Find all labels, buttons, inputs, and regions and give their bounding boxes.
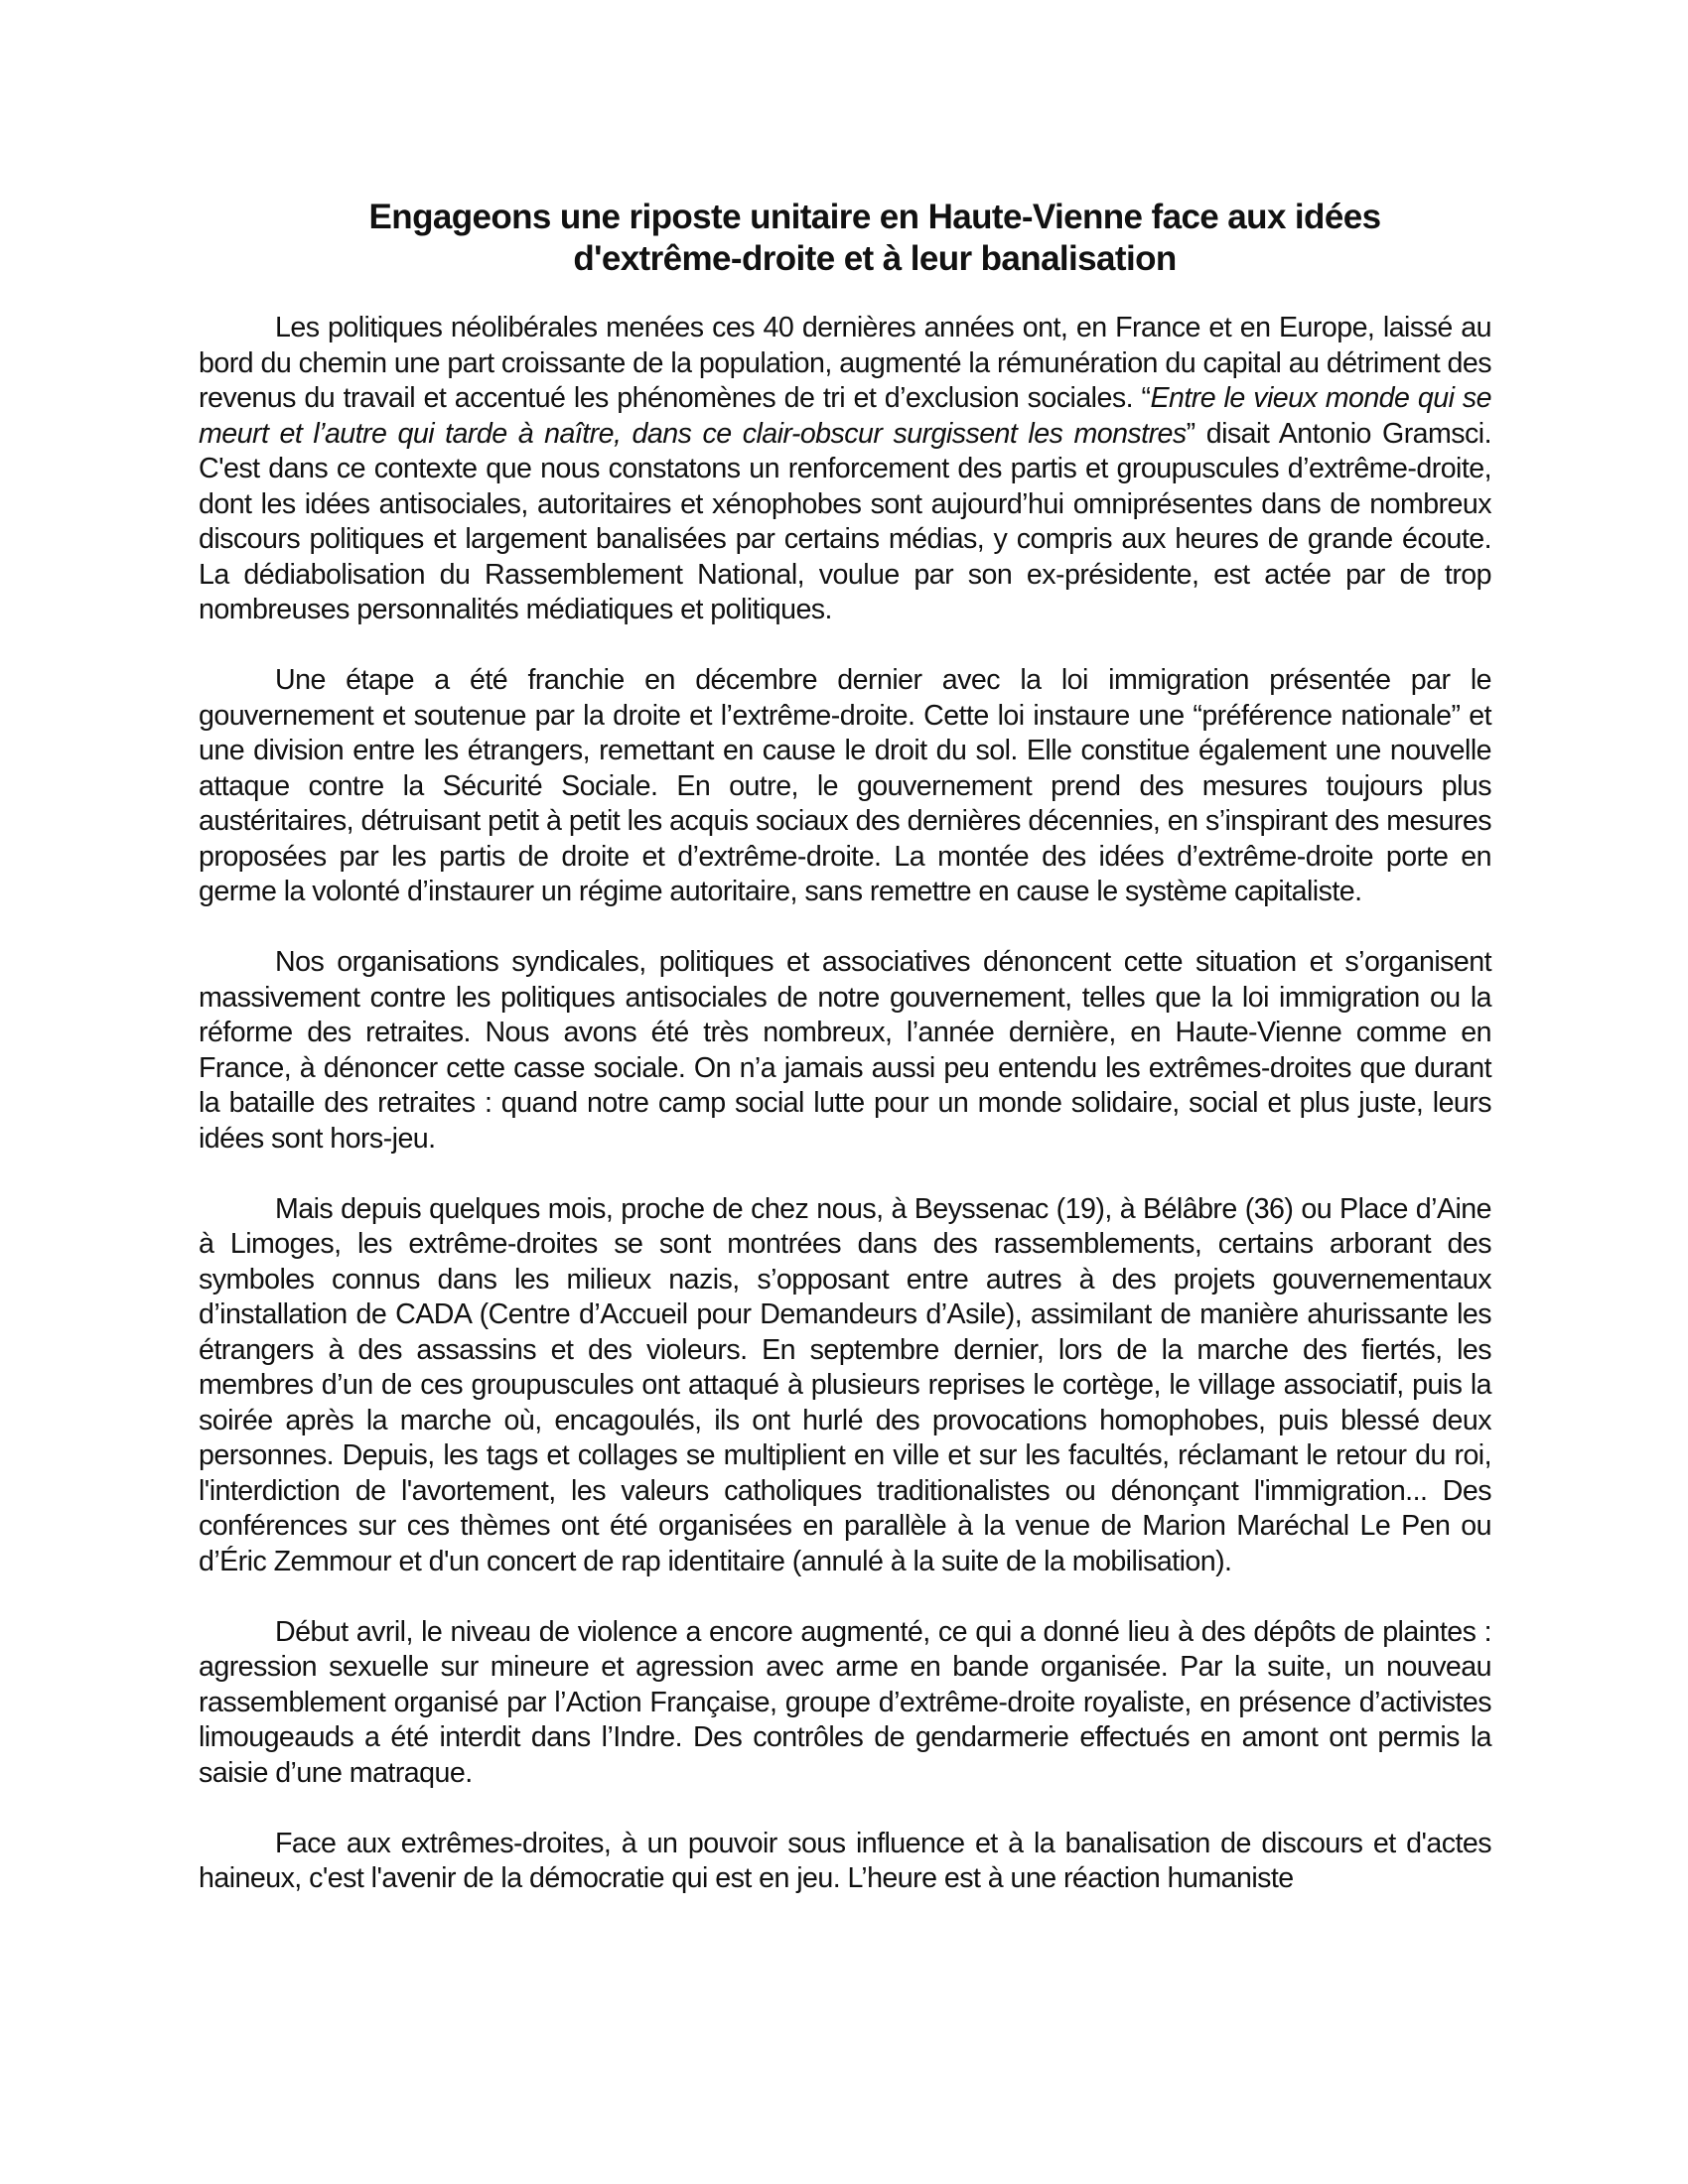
title-line-2: d'extrême-droite et à leur banalisation (573, 239, 1177, 278)
document-page (199, 197, 1491, 1932)
paragraph-6: Face aux extrêmes-droites, à un pouvoir sous influence et à la banalisation de discours et d'actes haineux, c'est l'avenir de la démocratie qui est en jeu. L’heure est à une réaction humaniste (199, 1827, 1491, 1894)
document-title (199, 197, 1491, 280)
paragraph-5: Début avril, le niveau de violence a encore augmenté, ce qui a donné lieu à des dépôts de plaintes : agression sexuelle sur mineure et agression avec arme en bande organisée. Par la suite, un nouveau rassemblement organisé par l’Action Française, groupe d’extrême-droite royaliste, en présence d’activistes limougeauds a été interdit dans l’Indre. Des contrôles de gendarmerie effectués en amont ont permis la saisie d’une matraque. (199, 1615, 1491, 1789)
paragraph-3: Nos organisations syndicales, politiques et associatives dénoncent cette situation et s’organisent massivement contre les politiques antisociales de notre gouvernement, telles que la loi immigration ou la réforme des retraites. Nous avons été très nombreux, l’année dernière, en Haute-Vienne comme en France, à dénoncer cette casse sociale. On n’a jamais aussi peu entendu les extrêmes-droites que durant la bataille des retraites : quand notre camp social lutte pour un monde solidaire, social et plus juste, leurs idées sont hors-jeu. (199, 946, 1491, 1155)
paragraph-1-intro: Les politiques néolibérales menées ces 40 dernières années ont, en France et en Europe, laissé au bord du chemin une part croissante de la population, augmenté la rémunération du capital au détriment des revenus du travail et accentué les phénomènes de tri et d’exclusion sociales. “ (199, 312, 1491, 414)
paragraph-2: Une étape a été franchie en décembre dernier avec la loi immigration présentée par le gouvernement et soutenue par la droite et l’extrême-droite. Cette loi instaure une “préférence nationale” et une division entre les étrangers, remettant en cause le droit du sol. Elle constitue également une nouvelle attaque contre la Sécurité Sociale. En outre, le gouvernement prend des mesures toujours plus austéritaires, détruisant petit à petit les acquis sociaux des dernières décennies, en s’inspirant des mesures proposées par les partis de droite et d’extrême-droite. La montée des idées d’extrême-droite porte en germe la volonté d’instaurer un régime autoritaire, sans remettre en cause le système capitaliste. (199, 664, 1491, 907)
title-line-1: Engageons une riposte unitaire en Haute-Vienne face aux idées (368, 198, 1381, 236)
paragraph-1 (199, 311, 1491, 628)
paragraph-1-rest: ” disait Antonio Gramsci. C'est dans ce contexte que nous constatons un renforcement des partis et groupuscules d’extrême-droite, dont les idées antisociales, autoritaires et xénophobes sont aujourd’hui omniprésentes dans de nombreux discours politiques et largement banalisées par certains médias, y compris aux heures de grande écoute. La dédiabolisation du Rassemblement National, voulue par son ex-présidente, est actée par de trop nombreuses personnalités médiatiques et politiques. (199, 417, 1491, 625)
paragraph-4: Mais depuis quelques mois, proche de chez nous, à Beyssenac (19), à Bélâbre (36) ou Place d’Aine à Limoges, les extrême-droites se sont montrées dans des rassemblements, certains arborant des symboles connus dans les milieux nazis, s’opposant entre autres à des projets gouvernementaux d’installation de CADA (Centre d’Accueil pour Demandeurs d’Asile), assimilant de manière ahurissante les étrangers à des assassins et des violeurs. En septembre dernier, lors de la marche des fiertés, les membres d’un de ces groupuscules ont attaqué à plusieurs reprises le cortège, le village associatif, puis la soirée après la marche où, encagoulés, ils ont hurlé des provocations homophobes, puis blessé deux personnes. Depuis, les tags et collages se multiplient en ville et sur les facultés, réclamant le retour du roi, l'interdiction de l'avortement, les valeurs catholiques traditionalistes ou dénonçant l'immigration... Des conférences sur ces thèmes ont été organisées en parallèle à la venue de Marion Maréchal Le Pen ou d’Éric Zemmour et d'un concert de rap identitaire (annulé à la suite de la mobilisation). (199, 1192, 1491, 1577)
gramsci-quote: Entre le vieux monde qui se meurt et l’autre qui tarde à naître, dans ce clair-obscur surgissent les monstres (199, 382, 1491, 450)
